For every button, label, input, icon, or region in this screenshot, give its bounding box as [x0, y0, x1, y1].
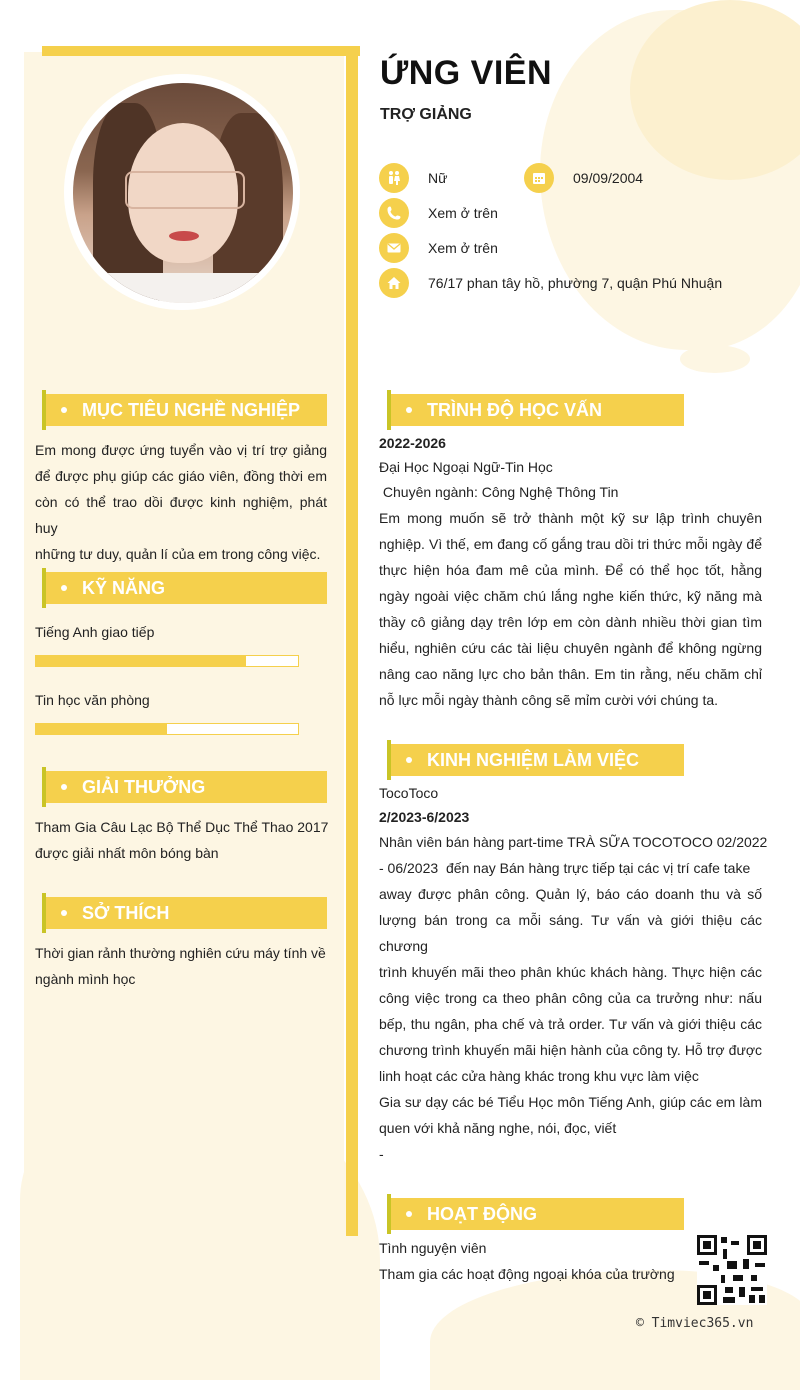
birthday-value: 09/09/2004	[573, 170, 644, 186]
hobbies-text: Thời gian rảnh thường nghiên cứu máy tính về ngành mình học	[35, 945, 326, 987]
section-header-awards	[42, 771, 327, 803]
info-gender	[379, 163, 447, 193]
education-period: 2022-2026	[379, 435, 446, 451]
section-title: KINH NGHIỆM LÀM VIỆC	[427, 750, 640, 770]
education-description: Em mong muốn sẽ trở thành một kỹ sư lập trình chuyên nghiệp. Vì thế, em đang cố gắng trau dồi tri thức mỗi ngày để thực hiện hóa đam mê của mình. Để có thể học tốt, hằng ngày ngoài việc chăm chú lắng nghe kiến thức, kỹ năng mà thầy cô giảng dạy trên lớp em còn dành nhiều thời gian tìm hiểu, nghiên cứu các tài liệu chuyên ngành để không ngừng nâng cao năng lực cho bản thân. Em tin rằng, nếu chăm chỉ nỗ lực mỗi ngày thành công sẽ mỉm cười với chúng ta.	[379, 510, 762, 708]
accent-side-bar	[346, 46, 358, 1236]
experience-company: TocoToco	[379, 785, 439, 801]
objective-text: Em mong được ứng tuyển vào vị trí trợ giảng để được phụ giúp các giáo viên, đồng thời em còn có thể trao dồi được kinh nghiệm, phát huy những tư duy, quản lí của em trong công việc.	[35, 442, 327, 562]
education-school: Đại Học Ngoại Ngữ-Tin Học	[379, 459, 553, 475]
decor-blob	[680, 345, 750, 373]
calendar-icon	[524, 163, 554, 193]
skill-level-fill	[36, 724, 167, 734]
section-title: MỤC TIÊU NGHỀ NGHIỆP	[82, 400, 301, 420]
experience-extra: Gia sư dạy các bé Tiểu Học môn Tiếng Anh, giúp các em làm quen với khả năng nghe, nói, đọc, viết -	[379, 1094, 762, 1162]
watermark: © Timviec365.vn	[636, 1316, 754, 1331]
phone-value: Xem ở trên	[428, 205, 498, 221]
home-icon	[379, 268, 409, 298]
awards-text: Tham Gia Câu Lạc Bộ Thể Dục Thể Thao 2017 được giải nhất môn bóng bàn	[35, 819, 329, 861]
section-header-objective	[42, 394, 327, 426]
avatar	[73, 83, 293, 303]
address-value: 76/17 phan tây hồ, phường 7, quận Phú Nhuận	[428, 275, 723, 291]
gender-value: Nữ	[428, 170, 448, 186]
mail-icon	[379, 233, 409, 263]
section-title: TRÌNH ĐỘ HỌC VẤN	[427, 400, 602, 420]
education-major: Chuyên ngành: Công Nghệ Thông Tin	[379, 484, 619, 500]
info-email	[379, 233, 498, 263]
section-header-hobbies	[42, 897, 327, 929]
info-birthday	[524, 163, 643, 193]
section-title: GIẢI THƯỞNG	[82, 777, 206, 797]
gender-icon	[379, 163, 409, 193]
experience-period: 2/2023-6/2023	[379, 809, 470, 825]
info-address	[379, 268, 722, 298]
skill-level-bar	[35, 723, 299, 735]
section-title: HOẠT ĐỘNG	[427, 1204, 537, 1224]
section-title: KỸ NĂNG	[82, 578, 166, 598]
activity-detail: Tham gia các hoạt động ngoại khóa của trường	[379, 1266, 675, 1282]
skill-level-fill	[36, 656, 246, 666]
section-header-activities	[387, 1198, 684, 1230]
skill-level-bar	[35, 655, 299, 667]
section-title: SỞ THÍCH	[82, 903, 170, 923]
qr-code	[697, 1235, 767, 1305]
accent-top-bar	[42, 46, 360, 56]
phone-icon	[379, 198, 409, 228]
experience-description: Nhân viên bán hàng part-time TRÀ SỮA TOCOTOCO 02/2022 - 06/2023 đến nay Bán hàng trực tiếp tại các vị trí cafe take away được phân công. Quản lý, báo cáo doanh thu và số lượng bán trong ca mỗi sáng. Tư vấn và giới thiệu các chương trình khuyến mãi theo phân khúc khách hàng. Thực hiện các công việc trong ca theo phân công của ca trưởng như: nấu bếp, thu ngân, pha chế và trả order. Tư vấn và giới thiệu các chương trình khuyến mãi hiện hành của công ty. Hỗ trợ được linh hoạt các cửa hàng khác trong khu vực làm việc	[379, 834, 768, 1084]
email-value: Xem ở trên	[428, 240, 498, 256]
candidate-name: ỨNG VIÊN	[380, 54, 553, 92]
section-header-experience	[387, 744, 684, 776]
skill-name: Tiếng Anh giao tiếp	[35, 624, 155, 640]
position-title: TRỢ GIẢNG	[380, 106, 472, 123]
skill-name: Tin học văn phòng	[35, 692, 150, 708]
section-header-skills	[42, 572, 327, 604]
activity-role: Tình nguyện viên	[379, 1240, 487, 1256]
section-header-education	[387, 394, 684, 426]
info-phone	[379, 198, 498, 228]
